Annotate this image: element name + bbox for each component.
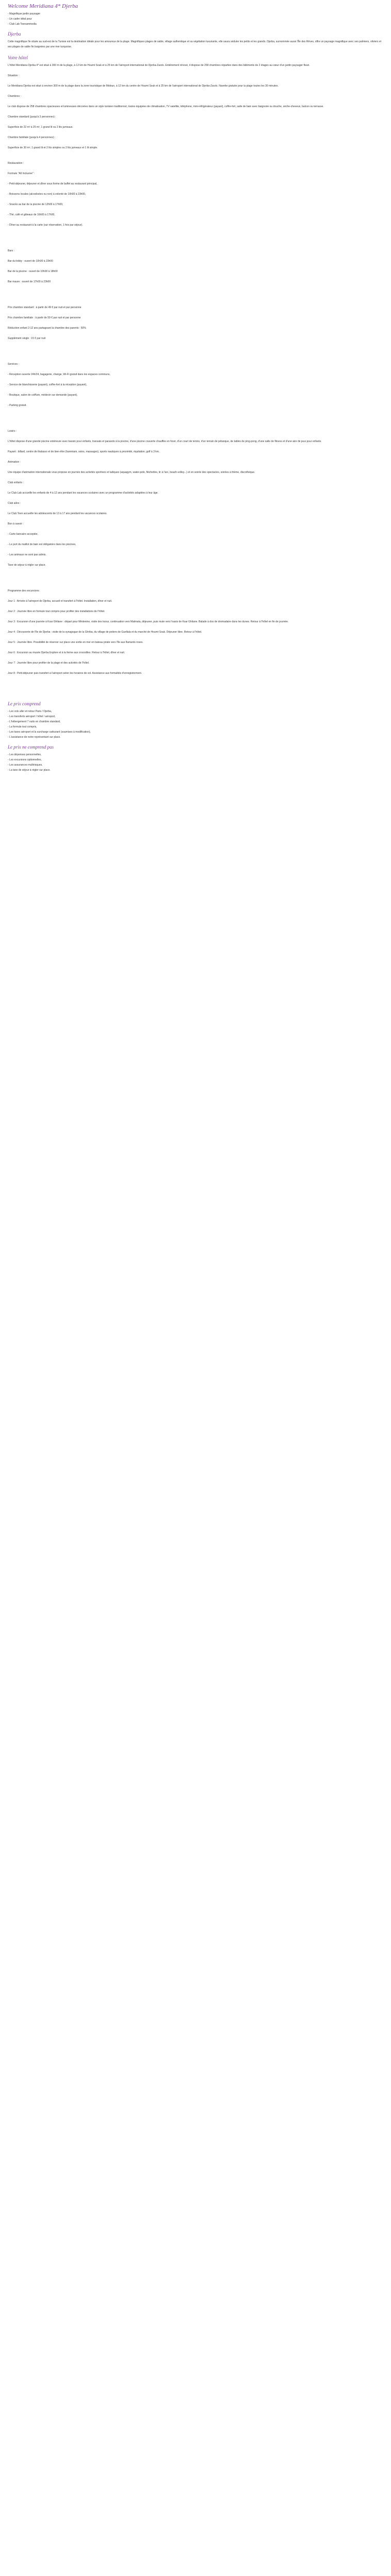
hotel-paragraph: Situation :: [8, 74, 20, 77]
program-paragraph: Jour 7 : Journée libre pour profiter de la plage et des activités de l'hôtel.: [8, 662, 90, 665]
section-title-excluded: Le prix ne comprend pas: [8, 744, 54, 750]
included-item: - Les vols aller et retour Paris / Djerba,: [8, 710, 52, 713]
price-paragraph: Prix chambre familiale : à partir de 59 € par nuit et par personne: [8, 316, 81, 319]
section-title-djerba: Djerba: [8, 31, 21, 37]
services-heading: Services :: [8, 363, 19, 366]
bars-paragraph: Bar du lobby : ouvert de 10h00 à 23h00: [8, 260, 53, 263]
excluded-list: [8, 752, 384, 773]
hotel-paragraph: L'hôtel Meridiana Djerba 4* est situé à 300 m de la plage, à 12 km de Houmt Souk et à 25 km de l'aéroport international de Djerba-Zarzis. Entièrement rénové, il dispose de 258 chambres réparties dans des bâtiments de 2 étages au cœur d'un jardin paysager fleuri.: [8, 64, 310, 67]
hotel-paragraph: Superficie de 22 m² à 25 m², 1 grand lit ou 2 lits jumeaux.: [8, 126, 73, 129]
section-title-hotel: Votre hôtel: [8, 55, 28, 60]
price-paragraph: Prix chambre standard : à partir de 49 € par nuit et par personne: [8, 306, 82, 309]
services-paragraph: - Réception ouverte 24h/24, bagagerie, change, Wi-Fi gratuit dans les espaces communs,: [8, 373, 110, 376]
hotel-paragraph: - Petit-déjeuner, déjeuner et dîner sous forme de buffet au restaurant principal,: [8, 182, 97, 185]
program-paragraph: Jour 8 : Petit-déjeuner puis transfert à l'aéroport selon les horaires de vol. Assistance aux formalités d'enregistrement.: [8, 672, 142, 675]
leisure-paragraph: Bon à savoir :: [8, 522, 24, 526]
excluded-item: - Les assurances multirisques,: [8, 764, 43, 767]
hotel-paragraph: - Boissons locales (alcoolisées ou non) à volonté de 10h00 à 23h00,: [8, 193, 86, 196]
hotel-paragraph: - Thé, café et gâteaux de 16h00 à 17h00,: [8, 213, 55, 216]
program-paragraph: Jour 4 : Découverte de l'île de Djerba : visite de la synagogue de la Ghriba, du village de potiers de Guellala et du marché de Houmt Souk. Déjeuner libre. Retour à l'hôtel.: [8, 631, 202, 634]
hotel-paragraph: Chambre standard (jusqu'à 3 personnes) :: [8, 115, 56, 118]
included-item: - Les transferts aéroport / hôtel / aéroport,: [8, 715, 56, 718]
hotel-paragraph: Superficie de 30 m², 1 grand lit et 2 lits simples ou 2 lits jumeaux et 1 lit simple.: [8, 146, 98, 149]
price-paragraph: Réduction enfant 2-12 ans partageant la chambre des parents : 50%: [8, 327, 86, 330]
section-title-included: Le prix comprend: [8, 701, 41, 706]
page: [0, 0, 391, 783]
leisure-heading: Loisirs :: [8, 430, 17, 433]
included-list: [8, 709, 384, 740]
djerba-paragraph: Cette magnifique île située au sud-est de la Tunisie est la destination idéale pour les amoureux de la plage. Magnifiques plages de sable, village authentique et sa végétation luxuriante, elle saura séduire les petits et les grands. Djerba, surnommée aussi l'Île des Rêves, offre un paysage magnifique avec ses palmiers, oliviers et ses plages de sable fin baignées par une mer turquoise.: [8, 40, 382, 48]
leisure-paragraph: Payant : billard, centre de thalasso et de bien-être (hammam, soins, massages), sports nautiques à proximité, équitation, golf à 3 km.: [8, 450, 160, 453]
hotel-paragraph: - Snacks au bar de la piscine de 12h00 à 17h00,: [8, 203, 63, 206]
leisure-paragraph: Le Club Teen accueille les adolescents de 13 à 17 ans pendant les vacances scolaires.: [8, 512, 107, 515]
highlight-item: - Club Lab Teenammedia: [8, 23, 37, 26]
highlight-item: - Magnifique jardin paysager: [8, 12, 41, 15]
leisure-paragraph: - Les animaux ne sont pas admis.: [8, 553, 46, 556]
highlights-list: [8, 11, 384, 27]
leisure-paragraph: Club enfants :: [8, 481, 24, 484]
leisure-paragraph: Une équipe d'animation internationale vous propose en journée des activités sportives et ludiques (aquagym, water-polo, fléchettes, tir à l'arc, beach-volley...) et en soirée des spectacles, soirées à thème, discothèque.: [8, 471, 255, 474]
included-item: - Les taxes aéroport et la surcharge carburant (soumises à modification),: [8, 731, 91, 734]
services-paragraph: - Service de blanchisserie (payant), coffre-fort à la réception (payant),: [8, 383, 87, 386]
program-paragraph: Jour 5 : Journée libre. Possibilité de réserver sur place une sortie en mer en bateau pirate vers l'île aux flamants roses.: [8, 641, 143, 644]
bars-paragraph: Bar de la piscine : ouvert de 10h00 à 18h00: [8, 270, 58, 273]
bars-paragraph: Bar maure : ouvert de 17h00 à 23h00: [8, 280, 51, 283]
included-item: - L'assistance de notre représentant sur place.: [8, 736, 61, 739]
hotel-paragraph: Le club dispose de 258 chambres spacieuses et lumineuses décorées dans un style tunisien traditionnel, toutes équipées de climatisation, TV satellite, téléphone, mini-réfrigérateur (payant), coffre-fort, salle de bain avec baignoire ou douche, sèche-cheveux, balcon ou terrasse.: [8, 105, 324, 108]
program-paragraph: Jour 6 : Excursion au musée Djerba Explore et à la ferme aux crocodiles. Retour à l'hôtel, dîner et nuit.: [8, 651, 125, 654]
bars-heading: Bars :: [8, 249, 15, 252]
hotel-paragraph: - Dîner au restaurant à la carte (sur réservation, 1 fois par séjour).: [8, 224, 83, 227]
leisure-paragraph: - Carte bancaire acceptée,: [8, 533, 38, 536]
price-paragraph: Supplément single : 15 € par nuit: [8, 337, 46, 340]
leisure-paragraph: Taxe de séjour à régler sur place.: [8, 564, 46, 567]
included-item: - La formule tout compris,: [8, 725, 37, 728]
included-item: - L'hébergement 7 nuits en chambre standard,: [8, 720, 61, 723]
services-paragraph: - Parking gratuit.: [8, 404, 27, 407]
leisure-paragraph: Animation :: [8, 461, 21, 464]
program-heading: Programme des excursions: [8, 589, 39, 592]
program-paragraph: Jour 2 : Journée libre en formule tout compris pour profiter des installations de l'hôtel.: [8, 610, 105, 613]
excluded-item: - Les excursions optionnelles,: [8, 758, 42, 761]
hotel-paragraph: Restauration :: [8, 162, 24, 165]
program-paragraph: Jour 1 : Arrivée à l'aéroport de Djerba, accueil et transfert à l'hôtel. Installation, dîner et nuit.: [8, 600, 112, 603]
leisure-paragraph: Club ados :: [8, 502, 21, 505]
leisure-paragraph: Le Club Lab accueille les enfants de 4 à 12 ans pendant les vacances scolaires avec un programme d'activités adaptées à leur âge.: [8, 492, 158, 495]
services-paragraph: - Boutique, salon de coiffure, médecin sur demande (payant),: [8, 394, 78, 397]
leisure-paragraph: L'hôtel dispose d'une grande piscine extérieure avec bassin pour enfants, transats et parasols à la piscine, d'une piscine couverte chauffée en hiver, d'un court de tennis, d'un terrain de pétanque, de tables de ping-pong, d'une salle de fitness et d'une aire de jeux pour enfants.: [8, 440, 322, 443]
highlight-item: - Un cadre idéal pour: [8, 18, 32, 21]
program-paragraph: Jour 3 : Excursion d'une journée à Ksar Ghilane : départ pour Médenine, visite des ksour, continuation vers Matmata, déjeuner, puis route vers l'oasis de Ksar Ghilane. Balade à dos de dromadaire dans les dunes. Retour à l'hôtel en fin de journée.: [8, 620, 289, 623]
hotel-paragraph: Chambre familiale (jusqu'à 4 personnes) :: [8, 136, 56, 139]
page-title: Welcome Meridiana 4* Djerba: [8, 3, 78, 9]
leisure-paragraph: - Le port du maillot de bain est obligatoire dans les piscines,: [8, 543, 76, 546]
hotel-paragraph: Chambres :: [8, 95, 21, 98]
excluded-item: - Les dépenses personnelles,: [8, 753, 42, 756]
excluded-item: - La taxe de séjour à régler sur place.: [8, 769, 51, 772]
hotel-paragraph: Formule "All Inclusive" :: [8, 172, 35, 175]
hotel-paragraph: Le Meridiana Djerba est situé à environ 300 m de la plage dans la zone touristique de Midoun, à 12 km du centre de Houmt Souk et à 25 km de l'aéroport international de Djerba-Zarzis. Navette gratuite pour la plage toutes les 30 minutes.: [8, 84, 279, 88]
